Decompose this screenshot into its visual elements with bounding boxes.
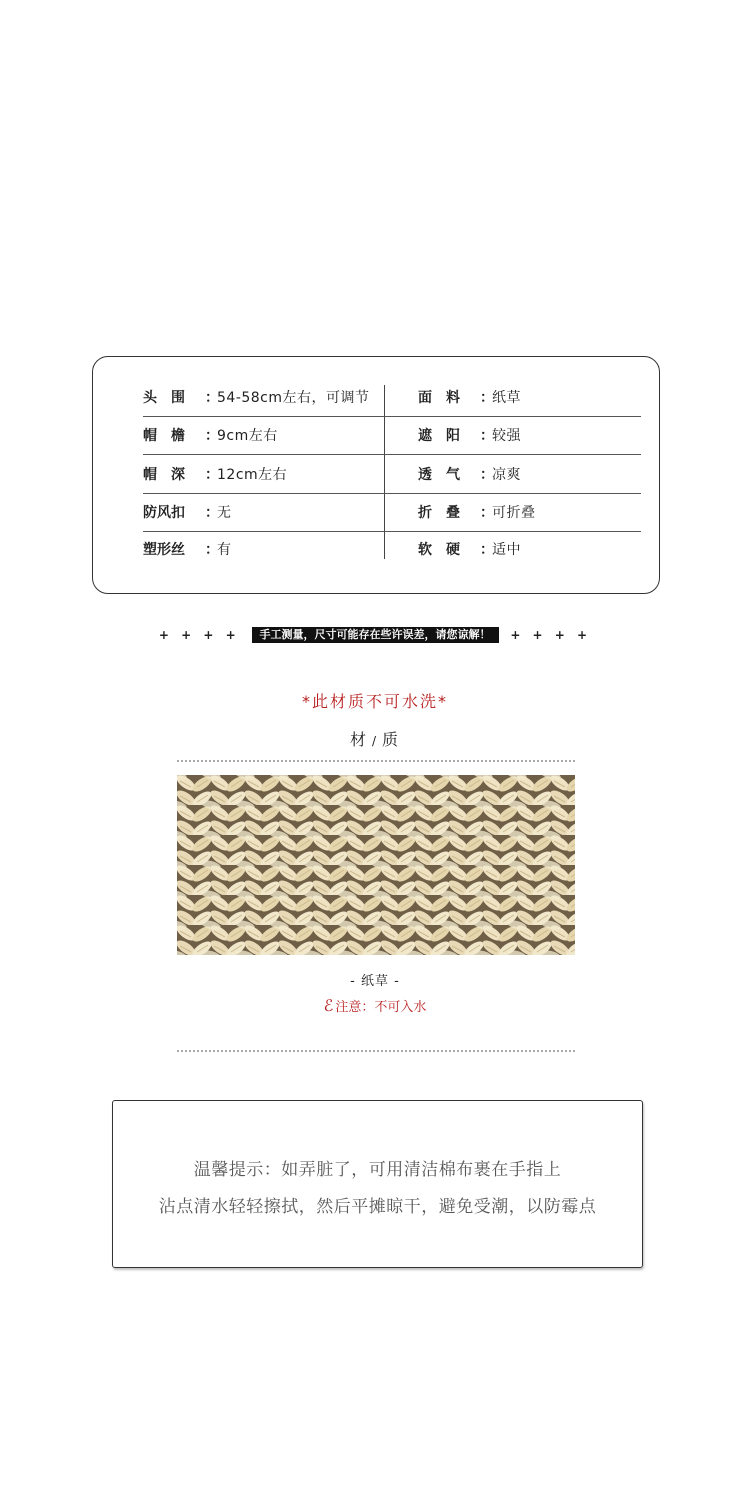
spec-colon: ： <box>480 467 494 483</box>
spec-key: 塑形丝 <box>143 542 185 558</box>
spec-row <box>143 456 641 494</box>
notice-text: 手工测量，尺寸可能存在些许误差，请您谅解！ <box>252 627 499 643</box>
spec-value: 12cm左右 <box>217 467 288 483</box>
plus-decoration-left: + + + + <box>158 627 240 642</box>
material-heading-separator: / <box>371 734 379 748</box>
material-heading <box>0 727 750 750</box>
straw-texture <box>177 775 575 955</box>
spec-key: 软 硬 <box>418 542 460 558</box>
wash-warning: *此材质不可水洗* <box>301 692 448 711</box>
spec-colon: ： <box>205 505 219 521</box>
spec-row <box>143 417 641 455</box>
spec-value: 凉爽 <box>492 467 521 483</box>
spec-key: 防风扣 <box>143 505 185 521</box>
spec-colon: ： <box>205 428 219 444</box>
spec-value: 纸草 <box>492 390 521 406</box>
spec-colon: ： <box>205 390 219 406</box>
material-heading-char: 质 <box>382 730 401 749</box>
material-name: - 纸草 - <box>350 974 400 989</box>
care-tip-line: 沾点清水轻轻擦拭，然后平摊晾干，避免受潮，以防霉点 <box>158 1197 597 1217</box>
straw-material-image <box>177 775 575 955</box>
material-heading-char: 材 <box>349 730 368 749</box>
measurement-notice <box>0 624 750 644</box>
spec-row <box>143 531 641 569</box>
spec-value: 9cm左右 <box>217 428 278 444</box>
caution-note <box>0 996 750 1015</box>
care-tip-box <box>112 1100 643 1268</box>
caution-icon: ℰ <box>323 996 334 1015</box>
dotted-divider-top <box>177 760 575 762</box>
spec-colon: ： <box>205 467 219 483</box>
plus-decoration-right: + + + + <box>510 627 592 642</box>
care-tip-line: 温馨提示：如弄脏了，可用清洁棉布裹在手指上 <box>193 1160 562 1180</box>
spec-colon: ： <box>480 390 494 406</box>
dotted-divider-bottom <box>177 1050 575 1052</box>
spec-key: 头 围 <box>143 390 185 406</box>
spec-colon: ： <box>205 542 219 558</box>
spec-key: 透 气 <box>418 467 460 483</box>
spec-key: 折 叠 <box>418 505 460 521</box>
spec-value: 无 <box>217 505 232 521</box>
spec-row <box>143 494 641 532</box>
spec-value: 有 <box>217 542 232 558</box>
spec-key: 帽 檐 <box>143 428 185 444</box>
spec-colon: ： <box>480 428 494 444</box>
spec-row <box>143 379 641 417</box>
spec-colon: ： <box>480 542 494 558</box>
spec-value: 54-58cm左右，可调节 <box>217 390 370 406</box>
spec-value: 适中 <box>492 542 521 558</box>
spec-key: 遮 阳 <box>418 428 460 444</box>
spec-key: 帽 深 <box>143 467 185 483</box>
spec-key: 面 料 <box>418 390 460 406</box>
spec-colon: ： <box>480 505 494 521</box>
spec-value: 可折叠 <box>492 505 536 521</box>
spec-value: 较强 <box>492 428 521 444</box>
caution-text: 注意：不可入水 <box>335 1000 427 1015</box>
spec-card <box>92 356 660 594</box>
